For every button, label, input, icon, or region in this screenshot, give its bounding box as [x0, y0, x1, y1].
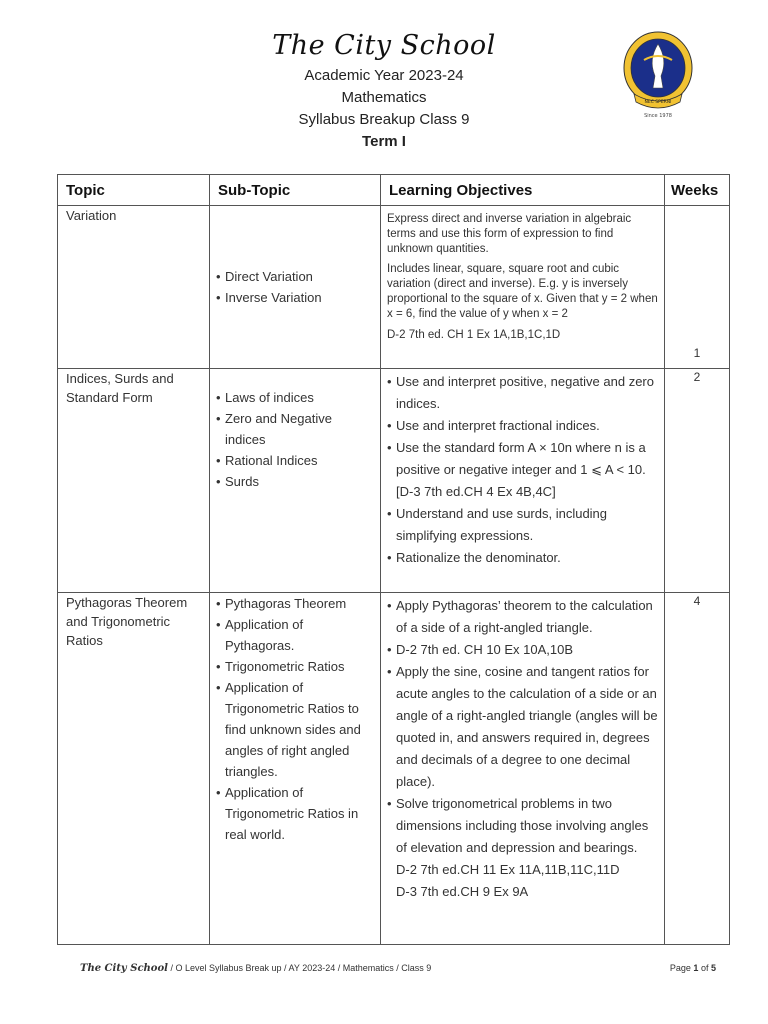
subtopic-item: • Application of Trigonometric Ratios to find unknown sides and angles of right angled triangles.	[216, 677, 374, 782]
topic-cell: Variation	[58, 206, 210, 369]
subtopic-item: • Trigonometric Ratios	[216, 656, 374, 677]
objective-item: • Rationalize the denominator.	[387, 547, 658, 569]
objective-reference: D-2 7th ed. CH 1 Ex 1A,1B,1C,1D	[387, 329, 561, 341]
subtopic-item: • Application of Trigonometric Ratios in real world.	[216, 782, 374, 845]
table-row	[58, 369, 730, 593]
logo-since: Since 1978	[644, 113, 672, 119]
objective-item: • Use the standard form A × 10n where n is a positive or negative integer and 1 ⩽ A < 10.	[387, 437, 658, 481]
school-crest-logo	[622, 30, 694, 120]
objective-reference: D-2 7th ed.CH 11 Ex 11A,11B,11C,11D	[396, 862, 620, 877]
weeks-cell: 4	[665, 593, 730, 945]
syllabus-table	[57, 174, 730, 945]
objective-item: • D-2 7th ed. CH 10 Ex 10A,10B	[387, 639, 658, 661]
table-row	[58, 593, 730, 945]
topic-cell: Indices, Surds and Standard Form	[58, 369, 210, 593]
objective-reference: [D-3 7th ed.CH 4 Ex 4B,4C]	[396, 484, 556, 499]
logo-motto: NEC SPERNI	[644, 100, 672, 105]
page-number	[670, 963, 716, 973]
objective-item: • Apply Pythagoras’ theorem to the calculation of a side of a right-angled triangle.	[387, 595, 658, 639]
subject-title: Mathematics	[341, 89, 427, 106]
page-of: of	[700, 963, 709, 973]
objective-text: Express direct and inverse variation in algebraic terms and use this form of expression to find unknown quantities.	[387, 213, 632, 255]
syllabus-title: Syllabus Breakup Class 9	[298, 111, 470, 128]
header-subtopic: Sub-Topic	[210, 175, 381, 206]
objective-item: • Solve trigonometrical problems in two dimensions including those involving angles of elevation and depression and bearings.	[387, 793, 658, 859]
page-prefix: Page	[669, 963, 691, 973]
subtopic-item: • Rational Indices	[216, 450, 374, 471]
weeks-cell: 2	[665, 369, 730, 593]
header-topic: Topic	[58, 175, 210, 206]
objectives-cell	[381, 206, 665, 369]
page-current: 1	[693, 963, 699, 973]
subtopic-item: • Zero and Negative indices	[216, 408, 374, 450]
subtopic-cell	[210, 369, 381, 593]
subtopic-item: • Pythagoras Theorem	[216, 593, 374, 614]
footer-text	[80, 963, 431, 974]
header-objectives: Learning Objectives	[381, 175, 665, 206]
academic-year: Academic Year 2023-24	[304, 67, 464, 84]
objective-text: Includes linear, square, square root and cubic variation (direct and inverse). E.g. y is inversely proportional to the square of x. Given that y = 2 when x = 6, find the value of y when x = 2	[387, 263, 658, 320]
page-total: 5	[710, 963, 716, 973]
weeks-cell: 1	[665, 206, 730, 369]
subtopic-item: • Direct Variation	[216, 266, 374, 287]
objective-reference: D-3 7th ed.CH 9 Ex 9A	[396, 884, 529, 899]
school-name: The City School	[272, 30, 496, 61]
footer-school: The City School	[80, 963, 168, 974]
subtopic-cell	[210, 593, 381, 945]
objective-item: • Use and interpret fractional indices.	[387, 415, 658, 437]
objectives-cell	[381, 369, 665, 593]
subtopic-item: • Inverse Variation	[216, 287, 374, 308]
subtopic-item: • Laws of indices	[216, 387, 374, 408]
objective-item: • Apply the sine, cosine and tangent ratios for acute angles to the calculation of a side or an angle of a right-angled triangle (angles will be quoted in, and answers required in, degrees and decimals of a degree to one decimal place).	[387, 661, 658, 793]
table-row	[58, 206, 730, 369]
header-weeks: Weeks	[665, 175, 730, 206]
term-title: Term I	[362, 133, 406, 150]
subtopic-cell	[210, 206, 381, 369]
subtopic-item: • Surds	[216, 471, 374, 492]
topic-cell: Pythagoras Theorem and Trigonometric Ratios	[58, 593, 210, 945]
subtopic-item: • Application of Pythagoras.	[216, 614, 374, 656]
objectives-cell	[381, 593, 665, 945]
footer-path: / O Level Syllabus Break up / AY 2023-24 / Mathematics / Class 9	[170, 963, 432, 973]
table-header-row	[58, 175, 730, 206]
objective-item: • Understand and use surds, including simplifying expressions.	[387, 503, 658, 547]
objective-item: • Use and interpret positive, negative and zero indices.	[387, 371, 658, 415]
